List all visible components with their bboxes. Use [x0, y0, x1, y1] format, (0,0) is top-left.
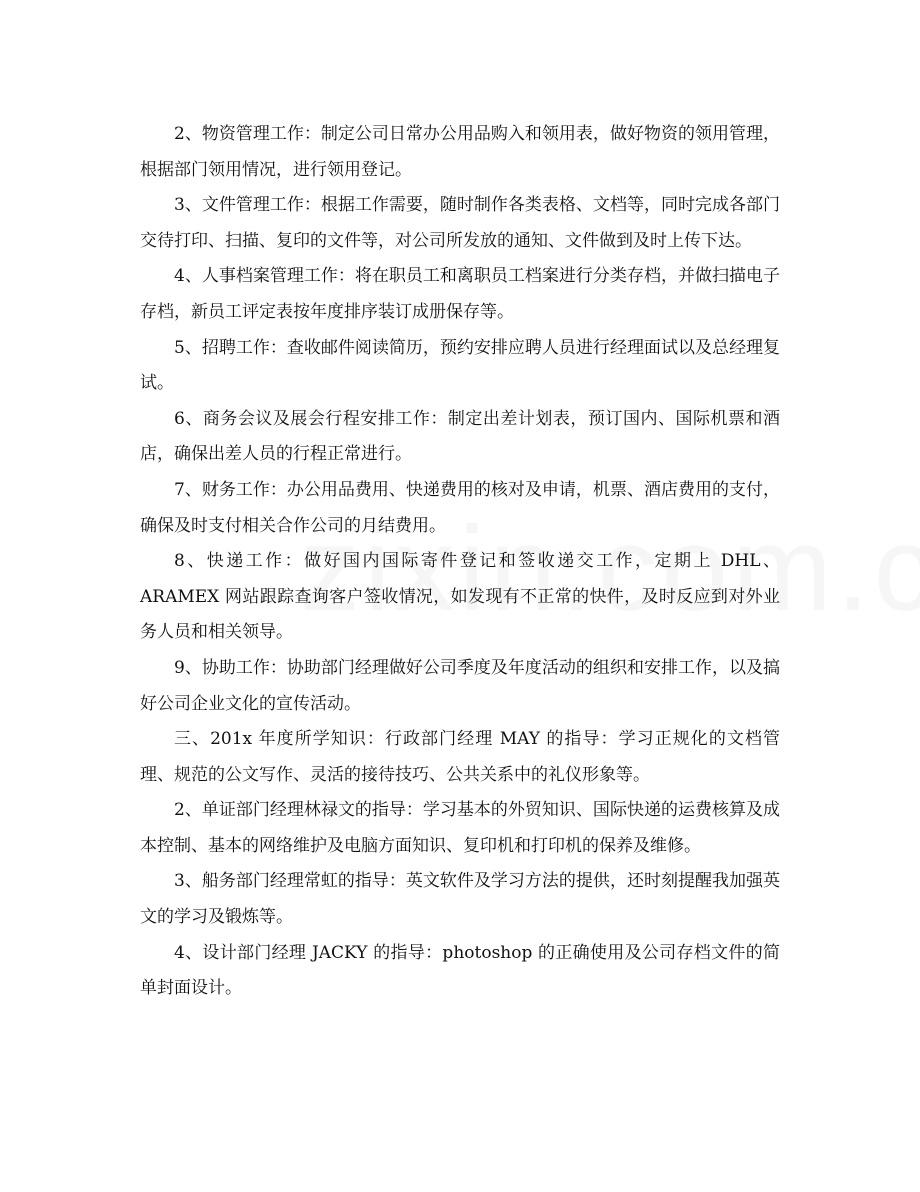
paragraph-courier: 8、快递工作：做好国内国际寄件登记和签收递交工作，定期上 DHL、ARAMEX 网站跟踪查询客户签收情况，如发现有不正常的快件，及时反应到对外业务人员和相关领导。	[140, 551, 780, 643]
document-body	[140, 117, 780, 1007]
paragraph-finance: 7、财务工作：办公用品费用、快递费用的核对及申请，机票、酒店费用的支付，确保及时支付相关合作公司的月结费用。	[140, 479, 780, 536]
paragraph-supplies-management: 2、物资管理工作：制定公司日常办公用品购入和领用表，做好物资的领用管理，根据部门领用情况，进行领用登记。	[140, 124, 780, 180]
paragraph-documents-manager-guidance: 2、单证部门经理林禄文的指导：学习基本的外贸知识、国际快递的运费核算及成本控制、基本的网络维护及电脑方面知识、复印机和打印机的保养及维修。	[140, 800, 780, 856]
paragraph-design-manager-guidance: 4、设计部门经理 JACKY 的指导：photoshop 的正确使用及公司存档文件的简单封面设计。	[140, 942, 780, 999]
paragraph-file-management: 3、文件管理工作：根据工作需要，随时制作各类表格、文档等，同时完成各部门交待打印、扫描、复印的文件等，对公司所发放的通知、文件做到及时上传下达。	[140, 195, 780, 251]
paragraph-recruitment: 5、招聘工作：查收邮件阅读简历，预约安排应聘人员进行经理面试以及总经理复试。	[140, 337, 780, 394]
paragraph-assistance: 9、协助工作：协助部门经理做好公司季度及年度活动的组织和安排工作，以及搞好公司企业文化的宣传活动。	[140, 657, 780, 714]
paragraph-personnel-archives: 4、人事档案管理工作：将在职员工和离职员工档案进行分类存档，并做扫描电子存档，新员工评定表按年度排序装订成册保存等。	[140, 266, 780, 322]
paragraph-shipping-manager-guidance: 3、船务部门经理常虹的指导：英文软件及学习方法的提供，还时刻提醒我加强英文的学习及锻炼等。	[140, 871, 780, 928]
paragraph-business-meetings: 6、商务会议及展会行程安排工作：制定出差计划表，预订国内、国际机票和酒店，确保出差人员的行程正常进行。	[140, 408, 780, 465]
paragraph-knowledge-learned: 三、201x 年度所学知识：行政部门经理 MAY 的指导：学习正规化的文档管理、规范的公文写作、灵活的接待技巧、公共关系中的礼仪形象等。	[140, 729, 780, 785]
